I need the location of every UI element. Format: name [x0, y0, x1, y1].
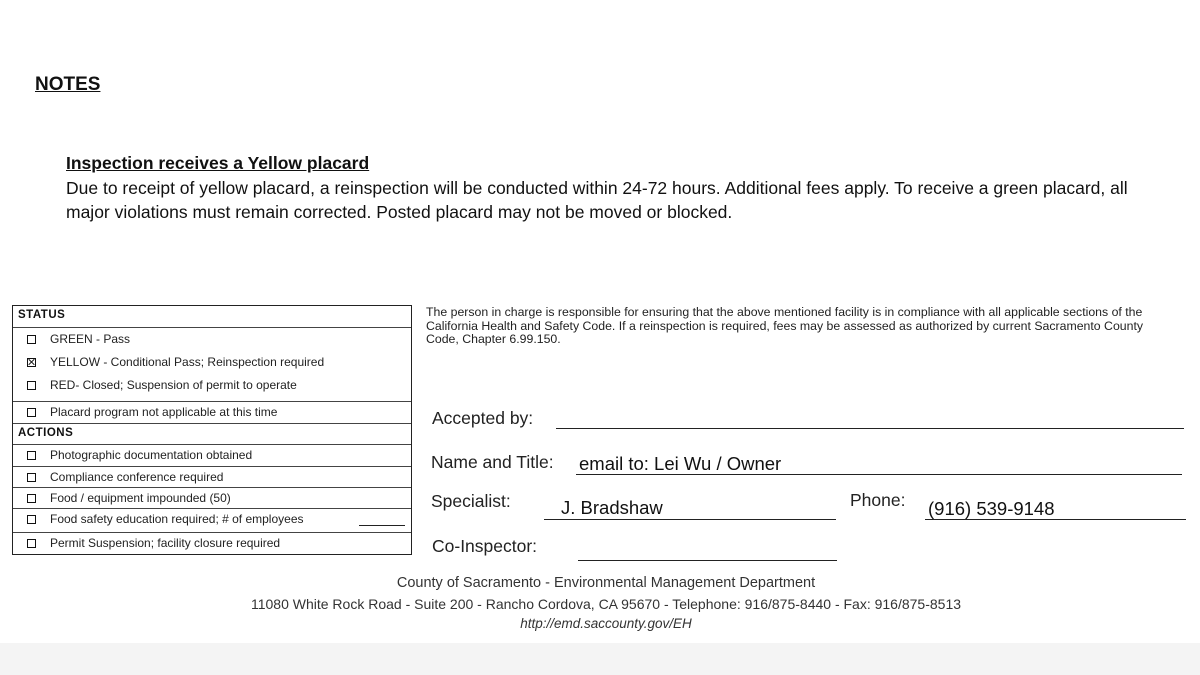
status-checkbox-green[interactable]: [27, 335, 36, 344]
action-checkbox-suspension[interactable]: [27, 539, 36, 548]
status-checkbox-yellow[interactable]: [27, 358, 36, 367]
status-option-label: RED- Closed; Suspension of permit to operate: [50, 378, 297, 392]
name-title-line[interactable]: [576, 474, 1182, 475]
status-option-red[interactable]: [27, 376, 297, 394]
not-applicable-label: Placard program not applicable at this time: [50, 405, 278, 419]
specialist-line[interactable]: [544, 519, 836, 520]
action-label: Food safety education required; # of employees: [50, 512, 304, 526]
not-applicable-checkbox[interactable]: [27, 408, 36, 417]
notes-heading: NOTES: [35, 74, 101, 95]
status-options: [13, 327, 411, 401]
status-option-yellow[interactable]: [27, 353, 324, 371]
status-option-green[interactable]: [27, 330, 130, 348]
footer-department: County of Sacramento - Environmental Management Department: [396, 575, 816, 591]
action-label: Food / equipment impounded (50): [50, 491, 231, 505]
status-checkbox-red[interactable]: [27, 381, 36, 390]
action-checkbox-education[interactable]: [27, 515, 36, 524]
action-checkbox-impounded[interactable]: [27, 494, 36, 503]
actions-heading: ACTIONS: [13, 423, 411, 444]
action-row-conference[interactable]: [13, 466, 411, 487]
action-row-impounded[interactable]: [13, 487, 411, 508]
placard-body: Due to receipt of yellow placard, a reinspection will be conducted within 24-72 hours. Additional fees apply. To receive a green placard, all major violations must remain corrected. Posted placard may not be moved or blocked.: [66, 178, 1128, 222]
status-heading: STATUS: [18, 309, 66, 321]
action-checkbox-conference[interactable]: [27, 473, 36, 482]
name-title-value: email to: Lei Wu / Owner: [579, 453, 782, 474]
phone-label: Phone:: [850, 490, 906, 510]
status-option-label: YELLOW - Conditional Pass; Reinspection required: [50, 355, 325, 369]
action-label: Compliance conference required: [50, 470, 224, 484]
co-inspector-line[interactable]: [578, 560, 837, 561]
phone-line[interactable]: [925, 519, 1186, 520]
bottom-band: [0, 643, 1200, 675]
specialist-label: Specialist:: [431, 491, 511, 511]
name-title-label: Name and Title:: [431, 452, 554, 472]
action-checkbox-photo[interactable]: [27, 451, 36, 460]
employee-count-line[interactable]: [359, 525, 405, 526]
footer-address: 11080 White Rock Road - Suite 200 - Rancho Cordova, CA 95670 - Telephone: 916/875-8440 - Fax: 916/875-8513: [250, 596, 962, 612]
action-label: Permit Suspension; facility closure required: [50, 536, 281, 550]
action-row-suspension[interactable]: [13, 532, 411, 554]
phone-value: (916) 539-9148: [928, 498, 1055, 519]
accepted-by-line[interactable]: [556, 428, 1184, 429]
action-row-education[interactable]: [13, 508, 411, 532]
specialist-value: J. Bradshaw: [561, 497, 663, 518]
co-inspector-label: Co-Inspector:: [432, 536, 538, 556]
accepted-by-label: Accepted by:: [432, 408, 534, 428]
status-not-applicable-row[interactable]: [13, 401, 411, 423]
responsibility-text: The person in charge is responsible for ensuring that the above mentioned facility is in compliance with all applicable sections of the California Health and Safety Code. If a reinspection is required, fees may be assessed as authorized by current Sacramento County Code, Chapter 6.99.150.: [426, 305, 1144, 346]
placard-heading: Inspection receives a Yellow placard: [66, 153, 370, 173]
action-row-photo[interactable]: [13, 444, 411, 466]
status-actions-box: [12, 305, 412, 555]
action-label: Photographic documentation obtained: [50, 448, 253, 462]
footer-website: http://emd.saccounty.gov/EH: [520, 616, 692, 631]
status-option-label: GREEN - Pass: [50, 332, 131, 346]
